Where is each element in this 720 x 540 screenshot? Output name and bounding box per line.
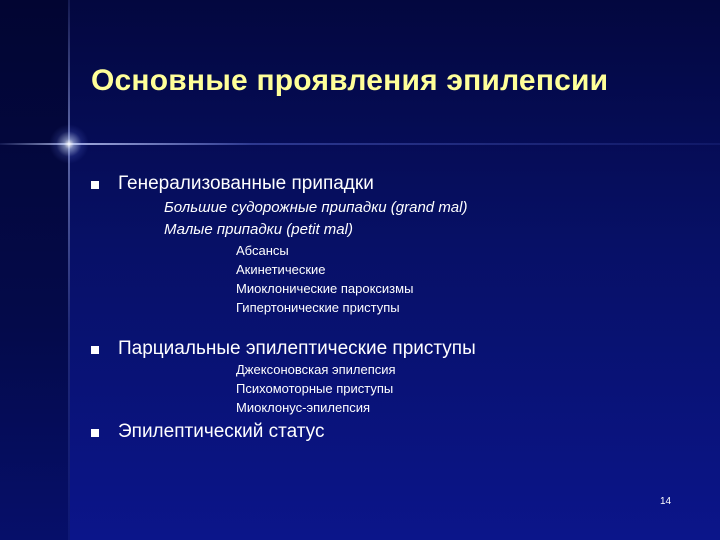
section-heading-partial: Парциальные эпилептические приступы <box>118 338 476 359</box>
square-bullet-icon <box>91 346 99 354</box>
square-bullet-icon <box>91 429 99 437</box>
star-flare-icon <box>49 124 89 164</box>
vertical-light-line <box>68 0 70 540</box>
page-number: 14 <box>660 496 672 507</box>
list-subitem-myoclonic: Миоклонические пароксизмы <box>236 281 414 296</box>
list-item-grand-mal: Большие судорожные припадки (grand mal) <box>164 199 468 216</box>
square-bullet-icon <box>91 181 99 189</box>
list-subitem-akinetic: Акинетические <box>236 262 326 277</box>
slide-title: Основные проявления эпилепсии <box>91 64 609 97</box>
list-subitem-myoclonus: Миоклонус-эпилепсия <box>236 400 371 415</box>
section-heading-generalized: Генерализованные припадки <box>118 173 374 194</box>
horizontal-light-line <box>0 143 720 145</box>
section-heading-status: Эпилептический статус <box>118 421 325 442</box>
list-subitem-absences: Абсансы <box>236 243 289 258</box>
left-band-decoration <box>0 0 70 540</box>
list-subitem-psychomotor: Психомоторные приступы <box>236 381 394 396</box>
list-item-petit-mal: Малые припадки (petit mal) <box>164 221 353 238</box>
list-subitem-jacksonian: Джексоновская эпилепсия <box>236 362 396 377</box>
list-subitem-hypertonic: Гипертонические приступы <box>236 300 400 315</box>
